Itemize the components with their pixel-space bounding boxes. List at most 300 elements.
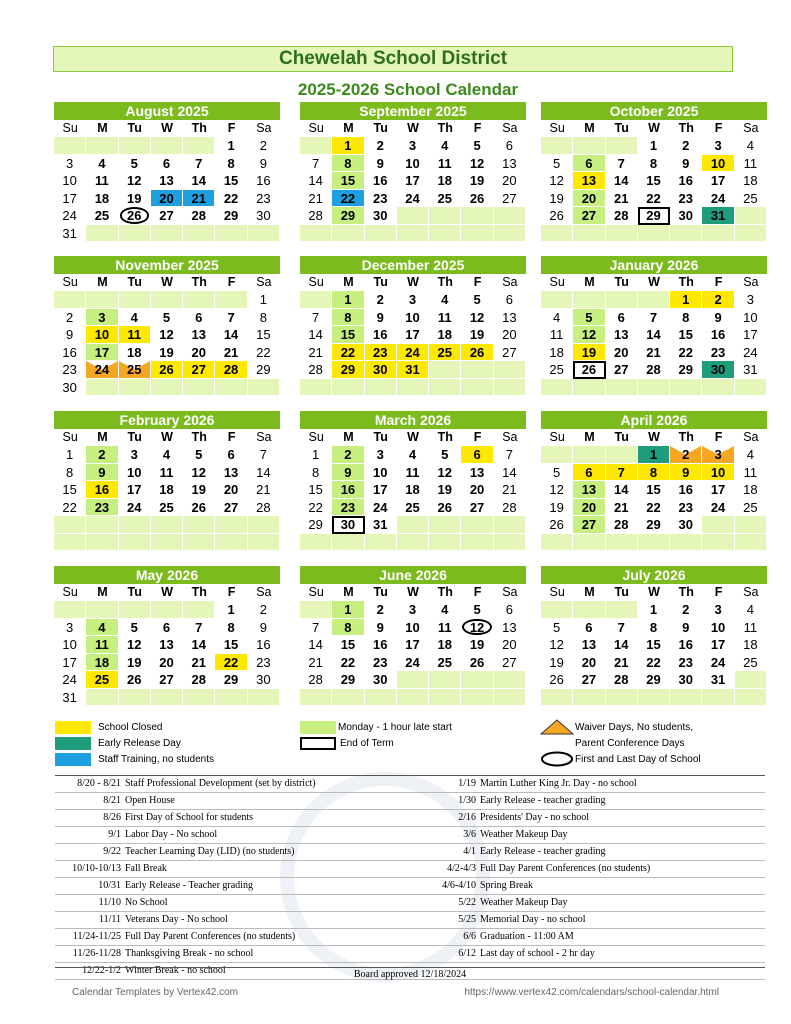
calendar-day: 2 [670,446,702,464]
event-right [410,827,765,843]
month-2 [541,102,767,242]
calendar-day: 20 [494,172,526,190]
calendar-day: 12 [183,464,215,482]
calendar-day: 9 [365,309,397,327]
weekday-header: Su [62,121,78,135]
calendar-day: 3 [702,601,734,619]
weekday-header: Th [437,121,453,135]
calendar-day: 1 [332,291,364,309]
calendar-day: 6 [606,309,638,327]
calendar-empty [183,291,215,309]
calendar-empty [494,689,526,707]
footer-credit[interactable]: Calendar Templates by Vertex42.com [72,987,239,998]
calendar-day: 26 [461,190,493,208]
calendar-empty [86,291,118,309]
calendar-day: 15 [54,481,86,499]
calendar-day: 30 [365,671,397,689]
calendar-day: 20 [494,326,526,344]
calendar-day: 28 [215,361,247,379]
calendar-day: 29 [670,361,702,379]
page-title: Chewelah School District [53,46,733,72]
calendar-empty [606,689,638,707]
calendar-empty [119,291,151,309]
calendar-day: 4 [429,601,461,619]
weekday-header: Su [62,585,78,599]
calendar-day: 10 [702,155,734,173]
calendar-day: 24 [365,499,397,517]
calendar-day: 2 [248,601,280,619]
calendar-day: 18 [541,344,573,362]
weekday-header: Tu [127,585,142,599]
calendar-empty [638,379,670,397]
event-row [55,844,765,861]
calendar-day: 19 [541,654,573,672]
calendar-empty [183,689,215,707]
weekday-header: W [161,121,173,135]
calendar-empty [332,534,364,552]
calendar-day: 18 [86,190,118,208]
calendar-day: 17 [397,636,429,654]
calendar-day: 22 [332,190,364,208]
weekday-header: W [161,585,173,599]
calendar-day: 26 [573,361,605,379]
calendar-empty [86,225,118,243]
calendar-day: 5 [119,619,151,637]
calendar-day: 18 [735,636,767,654]
calendar-empty [151,379,183,397]
event-left [55,810,410,826]
calendar-day: 24 [397,344,429,362]
calendar-day: 9 [54,326,86,344]
event-text: Early Release - Teacher grading [125,880,253,891]
calendar-day: 12 [461,155,493,173]
calendar-day: 17 [365,481,397,499]
calendar-day: 27 [151,671,183,689]
calendar-day: 25 [151,499,183,517]
calendar-day: 15 [215,172,247,190]
calendar-empty [365,689,397,707]
calendar-day: 9 [86,464,118,482]
calendar-day: 21 [606,190,638,208]
calendar-day: 26 [461,344,493,362]
calendar-day: 31 [54,689,86,707]
calendar-day: 5 [461,137,493,155]
event-date: 5/25 [458,914,476,925]
weekday-header: Th [191,585,207,599]
calendar-day: 24 [86,361,118,379]
calendar-empty [365,534,397,552]
calendar-day: 13 [461,464,493,482]
calendar-empty [397,207,429,225]
calendar-empty [541,291,573,309]
calendar-day: 11 [429,155,461,173]
calendar-empty [541,534,573,552]
event-date: 6/12 [458,948,476,959]
month-grid [54,274,280,396]
calendar-day: 20 [151,190,183,208]
event-date: 8/20 - 8/21 [77,778,121,789]
calendar-day: 28 [638,361,670,379]
calendar-empty [541,137,573,155]
calendar-day: 8 [300,464,332,482]
calendar-day: 31 [54,225,86,243]
calendar-day: 4 [119,309,151,327]
footer-url[interactable]: https://www.vertex42.com/calendars/school-calendar.html [464,987,719,998]
calendar-day: 12 [461,619,493,637]
calendar-empty [215,516,247,534]
calendar-day: 7 [183,619,215,637]
calendar-empty [429,689,461,707]
calendar-day: 21 [183,190,215,208]
calendar-day: 2 [670,601,702,619]
calendar-day: 29 [215,671,247,689]
calendar-empty [86,137,118,155]
calendar-day: 9 [702,309,734,327]
calendar-day: 6 [573,464,605,482]
calendar-day: 8 [638,464,670,482]
calendar-day: 22 [670,344,702,362]
calendar-day: 17 [735,326,767,344]
calendar-day: 1 [215,137,247,155]
calendar-empty [429,207,461,225]
calendar-day: 30 [365,361,397,379]
event-row [55,946,765,963]
calendar-day: 17 [86,344,118,362]
calendar-day: 16 [670,172,702,190]
calendar-empty [397,516,429,534]
event-text: Martin Luther King Jr. Day - no school [480,778,637,789]
calendar-day: 4 [151,446,183,464]
calendar-empty [119,137,151,155]
weekday-header: Th [678,121,694,135]
event-row [55,895,765,912]
calendar-empty [332,225,364,243]
event-date: 4/6-4/10 [442,880,476,891]
calendar-day: 20 [573,190,605,208]
calendar-day: 13 [151,172,183,190]
calendar-day: 18 [119,344,151,362]
calendar-empty [54,137,86,155]
event-left [55,912,410,928]
weekday-header: M [97,585,108,599]
calendar-empty [86,601,118,619]
weekday-header: F [473,430,482,444]
calendar-day: 1 [300,446,332,464]
calendar-day: 10 [397,619,429,637]
calendar-day: 9 [365,619,397,637]
weekday-header: F [714,585,723,599]
month-grid [54,429,280,551]
calendar-day: 3 [86,309,118,327]
event-left [55,827,410,843]
month-0 [54,102,280,242]
calendar-day: 13 [606,326,638,344]
weekday-header: Su [549,121,565,135]
calendar-day: 4 [429,137,461,155]
calendar-day: 9 [332,464,364,482]
calendar-day: 19 [541,499,573,517]
weekday-header: Su [308,275,324,289]
weekday-header: Sa [743,430,759,444]
calendar-day: 16 [86,481,118,499]
calendar-empty [300,601,332,619]
weekday-header: M [97,121,108,135]
calendar-day: 12 [573,326,605,344]
calendar-day: 25 [429,654,461,672]
calendar-empty [365,379,397,397]
weekday-header: Su [62,275,78,289]
month-title: May 2026 [54,566,280,584]
calendar-empty [702,689,734,707]
calendar-empty [54,516,86,534]
calendar-empty [215,225,247,243]
calendar-day: 2 [670,137,702,155]
calendar-empty [735,379,767,397]
calendar-day: 6 [494,291,526,309]
calendar-day: 7 [300,309,332,327]
calendar-day: 15 [638,636,670,654]
calendar-day: 5 [461,291,493,309]
calendar-day: 8 [638,155,670,173]
calendar-day: 10 [702,619,734,637]
calendar-day: 14 [638,326,670,344]
weekday-header: Su [308,585,324,599]
event-row [55,861,765,878]
weekday-header: F [227,430,236,444]
calendar-day: 8 [332,155,364,173]
calendar-day: 15 [638,172,670,190]
calendar-empty [494,225,526,243]
calendar-day: 29 [332,671,364,689]
calendar-day: 3 [702,446,734,464]
calendar-day: 11 [429,309,461,327]
calendar-empty [429,534,461,552]
calendar-day: 8 [248,309,280,327]
calendar-empty [573,689,605,707]
weekday-header: M [343,430,354,444]
calendar-day: 23 [54,361,86,379]
calendar-day: 6 [151,619,183,637]
weekday-header: M [584,121,595,135]
weekday-header: Tu [614,585,629,599]
calendar-day: 12 [541,172,573,190]
calendar-day: 29 [300,516,332,534]
calendar-empty [300,137,332,155]
event-row [55,912,765,929]
calendar-day: 24 [397,654,429,672]
calendar-day: 21 [494,481,526,499]
weekday-header: W [161,430,173,444]
calendar-empty [606,534,638,552]
legend-late: Monday - 1 hour late start [338,722,452,733]
calendar-day: 9 [248,155,280,173]
event-date: 11/24-11/25 [72,931,121,942]
calendar-day: 26 [461,654,493,672]
calendar-empty [735,207,767,225]
weekday-header: W [407,121,419,135]
calendar-day: 22 [300,499,332,517]
calendar-empty [735,225,767,243]
calendar-day: 10 [735,309,767,327]
calendar-day: 4 [86,619,118,637]
legend-swatch-late [300,721,336,734]
calendar-day: 25 [735,654,767,672]
calendar-day: 23 [248,654,280,672]
month-title: February 2026 [54,411,280,429]
calendar-day: 22 [332,654,364,672]
calendar-day: 28 [183,671,215,689]
event-right [410,844,765,860]
calendar-day: 30 [702,361,734,379]
calendar-day: 15 [248,326,280,344]
calendar-day: 17 [702,636,734,654]
weekday-header: M [584,585,595,599]
calendar-day: 18 [86,654,118,672]
event-text: Last day of school - 2 hr day [480,948,595,959]
calendar-day: 13 [494,155,526,173]
event-text: First Day of School for students [125,812,254,823]
month-title: July 2026 [541,566,767,584]
weekday-header: Tu [614,121,629,135]
event-text: Presidents' Day - no school [480,812,590,823]
calendar-day: 10 [397,309,429,327]
event-text: Staff Professional Development (set by district) [125,778,316,789]
calendar-day: 5 [151,309,183,327]
calendar-day: 18 [151,481,183,499]
calendar-day: 15 [638,481,670,499]
calendar-empty [573,291,605,309]
calendar-day: 17 [54,190,86,208]
weekday-header: F [714,275,723,289]
month-grid [541,120,767,242]
legend-swatch-early [55,737,91,750]
event-text: Winter Break - no school [125,965,226,976]
calendar-day: 13 [151,636,183,654]
month-1 [300,102,526,242]
calendar-day: 15 [300,481,332,499]
weekday-header: Sa [743,121,759,135]
weekday-header: F [227,275,236,289]
legend-firstlast: First and Last Day of School [575,754,701,765]
calendar-day: 26 [429,499,461,517]
calendar-empty [119,534,151,552]
calendar-day: 11 [541,326,573,344]
calendar-empty [300,379,332,397]
calendar-day: 5 [541,155,573,173]
calendar-empty [670,225,702,243]
calendar-day: 7 [606,464,638,482]
calendar-empty [300,225,332,243]
calendar-day: 12 [429,464,461,482]
legend-swatch-firstlast [540,751,574,767]
calendar-empty [151,516,183,534]
weekday-header: Th [678,430,694,444]
calendar-empty [735,671,767,689]
calendar-empty [461,379,493,397]
calendar-empty [248,379,280,397]
calendar-day: 12 [541,481,573,499]
calendar-day: 5 [541,464,573,482]
calendar-day: 10 [365,464,397,482]
calendar-empty [638,534,670,552]
calendar-day: 26 [541,671,573,689]
calendar-day: 22 [638,190,670,208]
calendar-day: 28 [606,207,638,225]
calendar-day: 17 [702,481,734,499]
calendar-empty [183,534,215,552]
calendar-empty [494,207,526,225]
calendar-empty [54,601,86,619]
event-date: 9/22 [103,846,121,857]
calendar-day: 19 [429,481,461,499]
calendar-day: 14 [606,172,638,190]
month-grid [541,584,767,706]
calendar-empty [735,516,767,534]
month-6 [54,411,280,551]
calendar-day: 6 [573,619,605,637]
calendar-day: 27 [606,361,638,379]
calendar-day: 10 [397,155,429,173]
month-8 [541,411,767,551]
calendar-day: 6 [215,446,247,464]
calendar-day: 13 [573,481,605,499]
calendar-empty [86,534,118,552]
event-text: Graduation - 11:00 AM [480,931,574,942]
event-row [55,810,765,827]
calendar-empty [638,291,670,309]
legend-waiver-1: Waiver Days, No students, [575,722,694,733]
event-row [55,827,765,844]
calendar-day: 2 [86,446,118,464]
calendar-day: 28 [494,499,526,517]
event-text: Veterans Day - No school [125,914,228,925]
calendar-empty [183,225,215,243]
calendar-day: 23 [332,499,364,517]
calendar-empty [86,516,118,534]
weekday-header: W [407,430,419,444]
month-title: April 2026 [541,411,767,429]
month-grid [300,584,526,706]
calendar-day: 30 [248,207,280,225]
calendar-empty [606,601,638,619]
calendar-empty [365,225,397,243]
calendar-empty [248,516,280,534]
calendar-day: 25 [541,361,573,379]
calendar-day: 8 [215,155,247,173]
month-3 [54,256,280,396]
calendar-day: 22 [215,190,247,208]
calendar-empty [541,225,573,243]
calendar-empty [300,689,332,707]
event-text: Thanksgiving Break - no school [125,948,254,959]
calendar-day: 18 [735,481,767,499]
calendar-day: 28 [183,207,215,225]
event-text: Memorial Day - no school [480,914,586,925]
calendar-empty [151,689,183,707]
calendar-day: 30 [365,207,397,225]
calendar-day: 20 [461,481,493,499]
weekday-header: W [648,585,660,599]
calendar-empty [248,534,280,552]
calendar-day: 27 [494,654,526,672]
calendar-day: 20 [151,654,183,672]
event-row [55,929,765,946]
calendar-day: 25 [86,671,118,689]
calendar-day: 30 [332,516,364,534]
calendar-empty [429,379,461,397]
calendar-day: 25 [735,190,767,208]
calendar-day: 29 [638,207,670,225]
